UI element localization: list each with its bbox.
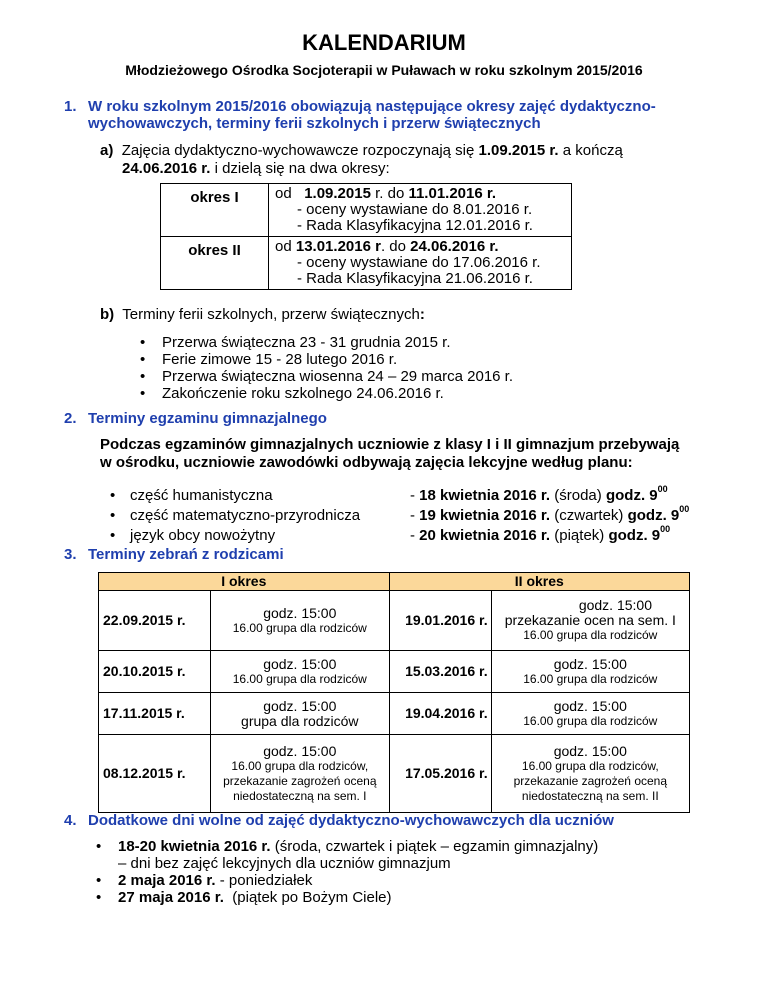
- meeting-time: godz. 15:00: [578, 597, 652, 613]
- text-part: i dzielą się na dwa okresy:: [210, 160, 390, 177]
- free-day-note: – dni bez zajęć lekcyjnych dla uczniów gimnazjum: [118, 855, 451, 872]
- semester-details: [269, 184, 572, 237]
- date-start: 1.09.2015: [304, 185, 371, 202]
- section-heading-line1: W roku szkolnym 2015/2016 obowiązują następujące okresy zajęć dydaktyczno-: [88, 98, 656, 115]
- free-days-list: [96, 838, 598, 906]
- meeting-time: godz. 15:00: [263, 697, 337, 714]
- meeting-date: 17.05.2016 r.: [389, 735, 491, 813]
- meeting-note: 16.00 grupa dla rodziców,: [231, 758, 369, 773]
- grades-deadline: - oceny wystawiane do 8.01.2016 r.: [297, 201, 533, 218]
- free-day-note: (piątek po Bożym Ciele): [223, 889, 392, 906]
- page-title: KALENDARIUM: [302, 30, 466, 55]
- text-part: a kończą: [558, 142, 623, 159]
- exam-name: • część matematyczno-przyrodnicza: [110, 507, 410, 524]
- date-end: 11.01.2016 r.: [408, 185, 497, 202]
- exam-day: (środa): [550, 486, 606, 504]
- text-line: Podczas egzaminów gimnazjalnych uczniowie z klasy I i II gimnazjum przebywają: [100, 436, 680, 453]
- semester-details: [269, 237, 572, 290]
- exam-list: [110, 485, 689, 545]
- meeting-time: godz. 15:00: [553, 742, 627, 759]
- meeting-date: 08.12.2015 r.: [99, 735, 211, 813]
- holidays-list: [140, 334, 513, 402]
- meeting-date: 19.04.2016 r.: [389, 693, 491, 735]
- meeting-note: 16.00 grupa dla rodziców: [232, 671, 367, 686]
- section-number: 2.: [64, 410, 77, 427]
- exam-time: godz. 9: [627, 506, 680, 524]
- meeting-time: godz. 15:00: [263, 655, 337, 672]
- item-label: a): [100, 142, 114, 159]
- meeting-note: 16.00 grupa dla rodziców: [232, 620, 367, 635]
- meeting-time: godz. 15:00: [263, 742, 337, 759]
- council-date: - Rada Klasyfikacyjna 21.06.2016 r.: [297, 270, 533, 287]
- free-day-date: 27 maja 2016 r.: [118, 889, 224, 906]
- meeting-info: [211, 693, 390, 735]
- meeting-info: [211, 735, 390, 813]
- meeting-time: godz. 15:00: [553, 655, 627, 672]
- meeting-info: [491, 651, 689, 693]
- exam-time: godz. 9: [605, 486, 658, 504]
- date-end: 24.06.2016 r.: [410, 238, 499, 255]
- meetings-table: [98, 572, 690, 813]
- meeting-note: 16.00 grupa dla rodziców: [523, 671, 658, 686]
- council-date: - Rada Klasyfikacyjna 12.01.2016 r.: [297, 217, 533, 234]
- list-item: [96, 872, 598, 889]
- semester-label: okres I: [161, 184, 269, 237]
- list-item: [110, 505, 689, 525]
- text-line: w ośrodku, uczniowie zawodówki odbywają zajęcia lekcyjne według planu:: [100, 454, 633, 471]
- meeting-date: 15.03.2016 r.: [389, 651, 491, 693]
- list-item-continuation: [96, 855, 598, 872]
- section-number: 3.: [64, 546, 77, 563]
- meeting-note: przekazanie ocen na sem. I: [504, 612, 676, 628]
- exam-day: (czwartek): [550, 506, 628, 524]
- list-item: • Przerwa świąteczna wiosenna 24 – 29 marca 2016 r.: [140, 368, 513, 385]
- meeting-date: 19.01.2016 r.: [389, 591, 491, 651]
- section-heading: Dodatkowe dni wolne od zajęć dydaktyczno-wychowawczych dla uczniów: [88, 812, 614, 829]
- meeting-info: [211, 651, 390, 693]
- table-row: [99, 591, 690, 651]
- list-item: • Przerwa świąteczna 23 - 31 grudnia 2015 r.: [140, 334, 513, 351]
- text-part: -: [410, 506, 420, 524]
- free-day-date: 18-20 kwietnia 2016 r.: [118, 838, 271, 855]
- meeting-time: godz. 15:00: [263, 604, 337, 621]
- text-part: r: [370, 185, 380, 202]
- meeting-note: przekazanie zagrożeń oceną: [223, 773, 377, 788]
- date-end: 24.06.2016 r.: [122, 160, 211, 177]
- section-number: 4.: [64, 812, 77, 829]
- section-1-heading: [64, 98, 656, 132]
- exam-date: 18 kwietnia 2016 r.: [419, 486, 551, 504]
- section-4-heading: [64, 812, 614, 829]
- text-part: . do: [380, 238, 411, 255]
- table-header-row: [99, 573, 690, 591]
- meeting-info: [491, 735, 689, 813]
- list-item: [110, 525, 689, 545]
- text-part: -: [410, 526, 420, 544]
- exam-name: • część humanistyczna: [110, 487, 410, 504]
- exam-name: • język obcy nowożytny: [110, 527, 410, 544]
- text-part: . do: [379, 185, 409, 202]
- meeting-note: niedostateczną na sem. I: [233, 788, 367, 803]
- date-start: 1.09.2015 r.: [478, 142, 559, 159]
- date-start: 13.01.2016 r: [295, 238, 381, 255]
- section-number: 1.: [64, 98, 77, 115]
- text-part: Terminy ferii szkolnych, przerw świątecznych: [122, 306, 420, 323]
- meeting-date: 22.09.2015 r.: [99, 591, 211, 651]
- column-header-term-2: II okres: [389, 573, 689, 591]
- meeting-info: [491, 693, 689, 735]
- page-subtitle: Młodzieżowego Ośrodka Socjoterapii w Puławach w roku szkolnym 2015/2016: [125, 62, 643, 78]
- free-day-note: (środa, czwartek i piątek – egzamin gimnazjalny): [270, 838, 599, 855]
- meeting-note: 16.00 grupa dla rodziców: [523, 713, 658, 728]
- table-row: [99, 735, 690, 813]
- list-item: • Zakończenie roku szkolnego 24.06.2016 r.: [140, 385, 513, 402]
- table-row: [99, 651, 690, 693]
- item-label: b): [100, 306, 115, 323]
- exam-time-minutes: 00: [679, 503, 690, 514]
- semester-label: okres II: [161, 237, 269, 290]
- section-2-heading: [64, 410, 327, 427]
- meeting-note: 16.00 grupa dla rodziców,: [521, 758, 659, 773]
- table-row: [161, 237, 572, 290]
- section-heading: Terminy zebrań z rodzicami: [88, 546, 284, 563]
- meeting-note: niedostateczną na sem. II: [521, 788, 659, 803]
- list-item: [110, 485, 689, 505]
- text-part: od: [275, 238, 296, 255]
- meeting-info: [211, 591, 390, 651]
- exam-time: godz. 9: [608, 526, 661, 544]
- section-heading: Terminy egzaminu gimnazjalnego: [88, 410, 327, 427]
- meeting-date: 17.11.2015 r.: [99, 693, 211, 735]
- table-row: [99, 693, 690, 735]
- text-part: :: [419, 306, 425, 323]
- meeting-date: 20.10.2015 r.: [99, 651, 211, 693]
- list-item: [96, 838, 598, 855]
- grades-deadline: - oceny wystawiane do 17.06.2016 r.: [297, 254, 541, 271]
- column-header-term-1: I okres: [99, 573, 390, 591]
- section-1a-text: [100, 142, 623, 178]
- list-item: [96, 889, 598, 906]
- free-day-note: - poniedziałek: [215, 872, 313, 889]
- section-heading-line2: wychowawczych, terminy ferii szkolnych i przerw świątecznych: [88, 115, 541, 132]
- section-3-heading: [64, 546, 284, 563]
- exam-time-minutes: 00: [660, 523, 671, 534]
- list-item: • Ferie zimowe 15 - 28 lutego 2016 r.: [140, 351, 513, 368]
- exam-time-minutes: 00: [657, 483, 668, 494]
- semester-table: [160, 183, 572, 290]
- exam-date: 20 kwietnia 2016 r.: [419, 526, 551, 544]
- exam-date: 19 kwietnia 2016 r.: [419, 506, 551, 524]
- text-part: Zajęcia dydaktyczno-wychowawcze rozpoczynają się: [121, 142, 479, 159]
- text-part: od: [275, 185, 305, 202]
- table-row: [161, 184, 572, 237]
- free-day-date: 2 maja 2016 r.: [118, 872, 216, 889]
- section-1b-text: [100, 306, 425, 324]
- meeting-note: grupa dla rodziców: [241, 712, 359, 729]
- meeting-info: [491, 591, 689, 651]
- meeting-time: godz. 15:00: [553, 697, 627, 714]
- text-part: -: [410, 486, 420, 504]
- exam-intro: [100, 436, 679, 472]
- exam-day: (piątek): [550, 526, 609, 544]
- meeting-note: przekazanie zagrożeń oceną: [513, 773, 668, 788]
- meeting-note: 16.00 grupa dla rodziców: [523, 628, 658, 642]
